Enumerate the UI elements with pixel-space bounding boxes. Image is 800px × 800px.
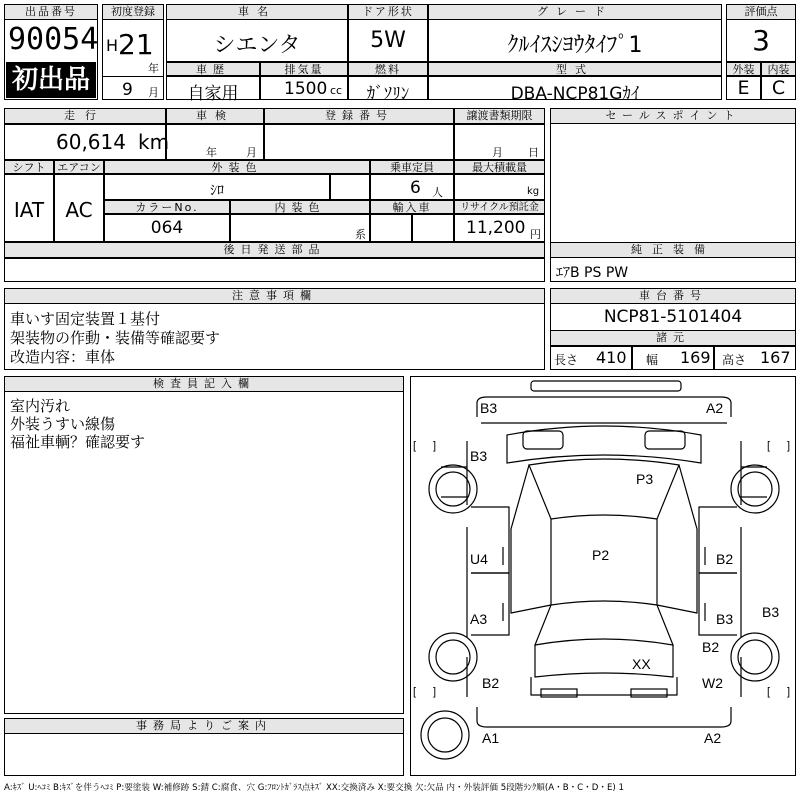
grade-label: グレード (428, 4, 722, 20)
score: 3 (752, 24, 770, 57)
inspector-line: 福祉車輌？確認要す (10, 433, 146, 451)
registration-label: 登録番号 (264, 108, 454, 124)
color-number-label: カラーNo. (104, 200, 230, 214)
height-label: 高さ (722, 353, 747, 367)
first-exhibit-badge: 初出品 (6, 62, 96, 98)
first-registration-label: 初度登録 (102, 4, 164, 20)
damage-code: P2 (592, 547, 610, 563)
damage-code: XX (632, 656, 651, 672)
transfer-day-unit: 日 (528, 146, 539, 159)
aircon: AC (65, 198, 93, 222)
exterior-color: ｼﾛ (210, 183, 224, 199)
lot-number: 90054 (8, 22, 99, 57)
height-value: 167 (760, 348, 791, 367)
length-value: 410 (596, 348, 627, 367)
capacity-label: 乗車定員 (370, 160, 454, 174)
width-value: 169 (680, 348, 711, 367)
door-label: ドア形状 (348, 4, 428, 20)
damage-code: B3 (480, 400, 498, 416)
fuel-label: 燃料 (348, 62, 428, 76)
interior-grade: C (771, 77, 786, 99)
svg-text:]: ] (787, 440, 791, 452)
damage-code: P3 (636, 471, 654, 487)
km-unit: km (138, 130, 170, 154)
score-label: 評価点 (726, 4, 796, 20)
interior-label: 内装 (761, 62, 796, 76)
first-registration-year: 21 (118, 28, 154, 61)
aircon-label: エアコン (54, 160, 104, 174)
month-unit: 月 (148, 86, 159, 99)
inspector-line: 室内汚れ (10, 397, 71, 415)
door-type: 5W (370, 28, 406, 53)
office-label: 事務局よりご案内 (4, 718, 404, 734)
damage-code: A1 (482, 730, 500, 746)
era: H (106, 36, 119, 55)
caution-label: 注意事項欄 (4, 288, 545, 304)
transfer-month-unit: 月 (492, 146, 503, 159)
interior-color-label: 内装色 (230, 200, 370, 214)
lot-number-label: 出品番号 (4, 4, 98, 20)
load-label: 最大積載量 (454, 160, 545, 174)
svg-text:]: ] (787, 686, 791, 698)
car-history: 自家用 (187, 84, 239, 104)
color-number: 064 (150, 218, 184, 238)
mileage: 60,614 (56, 130, 126, 154)
capacity: 6 (410, 178, 421, 198)
damage-code: U4 (470, 551, 488, 567)
damage-code: A2 (704, 730, 722, 746)
legend: A:ｷｽﾞ U:ﾍｺﾐ B:ｷｽﾞを伴うﾍｺﾐ P:要塗装 W:補修跡 S:錆 C:腐食、穴 G:ﾌﾛﾝﾄｶﾞﾗｽ点ｷｽﾞ XX:交換済み X:要交換 欠:欠品 内・外装評価 5段階ﾗﾝｸ順(A・B・C・D・E) 1 (4, 783, 624, 793)
shift: IAT (13, 198, 45, 222)
inspector-line: 外装うすい線傷 (10, 415, 116, 433)
color-label: 外装色 (104, 160, 370, 174)
history-label: 車歴 (166, 62, 260, 76)
caution-line: 改造内容：車体 (10, 348, 116, 366)
svg-text:]: ] (433, 440, 437, 452)
car-diagram (410, 376, 796, 776)
damage-code: B2 (702, 639, 720, 655)
exterior-grade: E (737, 77, 750, 99)
caution-line: 架装物の作動・装備等確認要す (10, 329, 221, 347)
chassis-number: NCP81-5101404 (603, 307, 743, 327)
damage-code: A3 (470, 611, 488, 627)
first-registration-month: 9 (122, 80, 133, 100)
damage-code: B2 (716, 551, 734, 567)
year-unit: 年 (148, 62, 159, 75)
kei-unit: 系 (355, 228, 366, 241)
displacement-label: 排気量 (260, 62, 348, 76)
model-code: DBA-NCP81Gｶｲ (510, 84, 640, 104)
equipment: ｴｱB PS PW (556, 265, 629, 281)
cc-unit: cc (330, 84, 343, 97)
car-name: シエンタ (213, 33, 301, 58)
recycle-label: リサイクル預託金 (454, 200, 545, 214)
recycle-deposit: 11,200 (466, 218, 526, 238)
kg-unit: kg (527, 186, 540, 197)
damage-code: W2 (702, 675, 723, 691)
import-label: 輸入車 (370, 200, 454, 214)
svg-text:[: [ (413, 440, 417, 452)
displacement: 1500 (284, 79, 328, 99)
damage-code: B2 (482, 675, 500, 691)
car-diagram-svg (411, 377, 797, 777)
shift-label: シフト (4, 160, 54, 174)
sales-point-label: セールスポイント (550, 108, 796, 124)
dims-label: 諸元 (550, 330, 796, 346)
length-label: 長さ (554, 353, 579, 367)
svg-text:[: [ (413, 686, 417, 698)
car-name-label: 車名 (166, 4, 348, 20)
inspection-year-unit: 年 (206, 146, 217, 159)
yen-unit: 円 (530, 228, 541, 241)
inspection-month-unit: 月 (246, 146, 257, 159)
damage-code: B3 (762, 604, 780, 620)
mileage-label: 走行 (4, 108, 166, 124)
chassis-label: 車台番号 (550, 288, 796, 304)
parts-label: 後日発送部品 (4, 242, 545, 258)
damage-code: B3 (470, 448, 488, 464)
grade: ｸﾙｲｽｼﾖｳﾀｲﾌﾟ1 (507, 33, 643, 58)
person-unit: 人 (432, 186, 443, 199)
svg-text:[: [ (767, 686, 771, 698)
inspection-label: 車検 (166, 108, 264, 124)
model-label: 型式 (428, 62, 722, 76)
damage-code: B3 (716, 611, 734, 627)
exterior-label: 外装 (726, 62, 761, 76)
transfer-label: 譲渡書類期限 (454, 108, 545, 124)
svg-text:[: [ (767, 440, 771, 452)
width-label: 幅 (646, 353, 659, 367)
inspector-label: 検査員記入欄 (4, 376, 404, 392)
damage-code: A2 (706, 400, 724, 416)
fuel: ｶﾞｿﾘﾝ (366, 84, 410, 104)
equipment-label: 純正装備 (550, 242, 796, 258)
caution-line: 車いす固定装置１基付 (10, 310, 161, 328)
svg-text:]: ] (433, 686, 437, 698)
